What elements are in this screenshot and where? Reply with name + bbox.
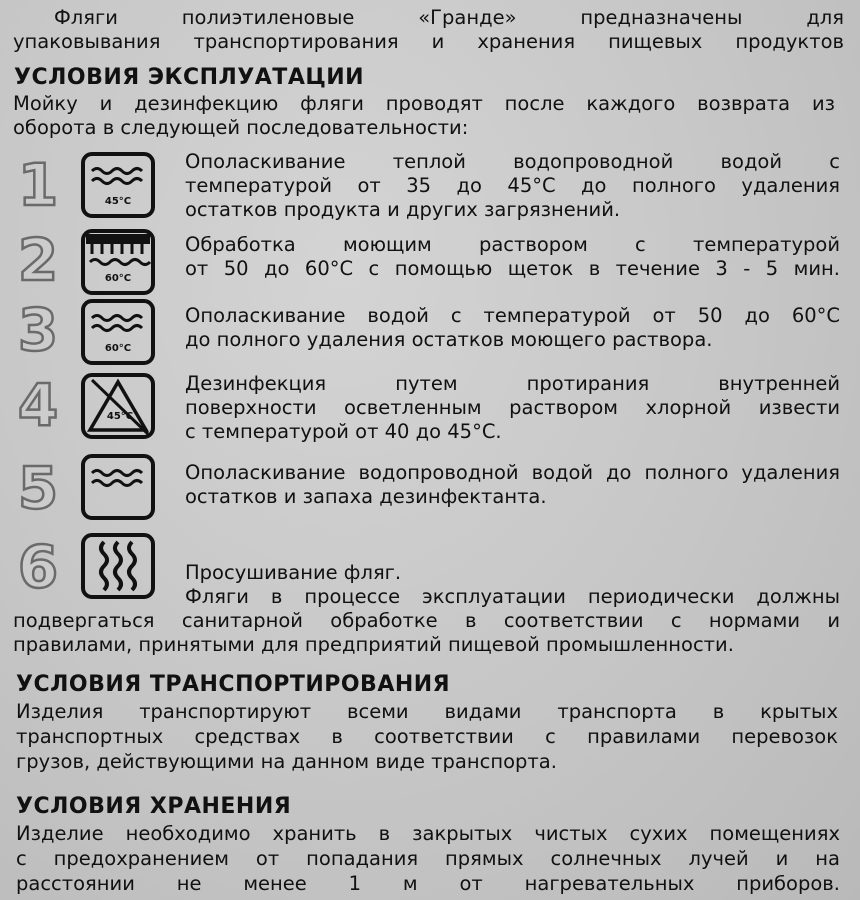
- storage-line-3: расстоянии не менее 1 м от нагревательных приборов.: [16, 872, 840, 895]
- transport-line-2: транспортных средствах в соответствии с правилами перевозок: [16, 725, 838, 748]
- step-1-line-1: Ополаскивание теплой водопроводной водой с: [185, 150, 840, 173]
- step-1-line-2: температурой от 35 до 45°C до полного удаления: [185, 174, 840, 197]
- step-4-line-2: поверхности осветленным раствором хлорной извести: [185, 396, 840, 419]
- step-5-line-1: Ополаскивание водопроводной водой до полного удаления: [185, 461, 840, 484]
- step-number-5: 5: [17, 454, 59, 522]
- disinfect-triangle-icon: [80, 372, 156, 440]
- transport-heading: УСЛОВИЯ ТРАНСПОРТИРОВАНИЯ: [16, 672, 451, 697]
- step-5-line-2: остатков и запаха дезинфектанта.: [185, 485, 547, 508]
- step-6-line-1: Просушивание фляг.: [185, 561, 402, 584]
- operation-intro-line-1: Мойку и дезинфекцию фляги проводят после каждого возврата из: [13, 92, 835, 115]
- intro-line-2: упаковывания транспортирования и хранения пищевых продуктов: [13, 30, 844, 53]
- step-4-icon-label: 45°C: [106, 411, 134, 422]
- step-number-6: 6: [17, 533, 59, 601]
- step-2-line-2: от 50 до 60°C с помощью щеток в течение 3 - 5 мин.: [185, 257, 840, 280]
- brush-wash-60-icon: [80, 228, 156, 296]
- dry-icon: [80, 532, 156, 600]
- storage-line-2: с предохранением от попадания прямых солнечных лучей и на: [16, 847, 840, 870]
- operation-heading: УСЛОВИЯ ЭКСПЛУАТАЦИИ: [14, 65, 365, 90]
- operation-intro-line-2: оборота в следующей последовательности:: [13, 116, 469, 139]
- step-number-4: 4: [17, 371, 59, 439]
- step-4-line-3: с температурой от 40 до 45°C.: [185, 420, 502, 443]
- wash-60-icon: [80, 298, 156, 366]
- step-1-icon-label: 45°C: [104, 196, 132, 207]
- wash-45-icon: [80, 151, 156, 219]
- step-number-3: 3: [17, 296, 59, 364]
- step-4-line-1: Дезинфекция путем протирания внутренней: [185, 372, 840, 395]
- storage-line-1: Изделие необходимо хранить в закрытых чистых сухих помещениях: [16, 822, 840, 845]
- storage-heading: УСЛОВИЯ ХРАНЕНИЯ: [16, 794, 292, 819]
- operation-note-line-2: подвергаться санитарной обработке в соответствии с нормами и: [13, 609, 840, 632]
- step-3-line-2: до полного удаления остатков моющего раствора.: [185, 328, 713, 351]
- operation-note-line-1: Фляги в процессе эксплуатации периодически должны: [185, 585, 840, 608]
- rinse-icon: [80, 453, 156, 521]
- intro-line-1: Фляги полиэтиленовые «Гранде» предназначены для: [54, 6, 844, 29]
- transport-line-3: грузов, действующими на данном виде транспорта.: [16, 750, 557, 773]
- step-number-1: 1: [17, 151, 59, 219]
- step-3-line-1: Ополаскивание водой с температурой от 50 до 60°C: [185, 304, 840, 327]
- step-3-icon-label: 60°C: [104, 343, 132, 354]
- step-2-icon-label: 60°C: [104, 273, 132, 284]
- transport-line-1: Изделия транспортируют всеми видами транспорта в крытых: [16, 700, 838, 723]
- step-2-line-1: Обработка моющим раствором с температурой: [185, 233, 840, 256]
- step-number-2: 2: [17, 226, 59, 294]
- step-1-line-3: остатков продукта и других загрязнений.: [185, 198, 621, 221]
- operation-note-line-3: правилами, принятыми для предприятий пищевой промышленности.: [13, 633, 734, 656]
